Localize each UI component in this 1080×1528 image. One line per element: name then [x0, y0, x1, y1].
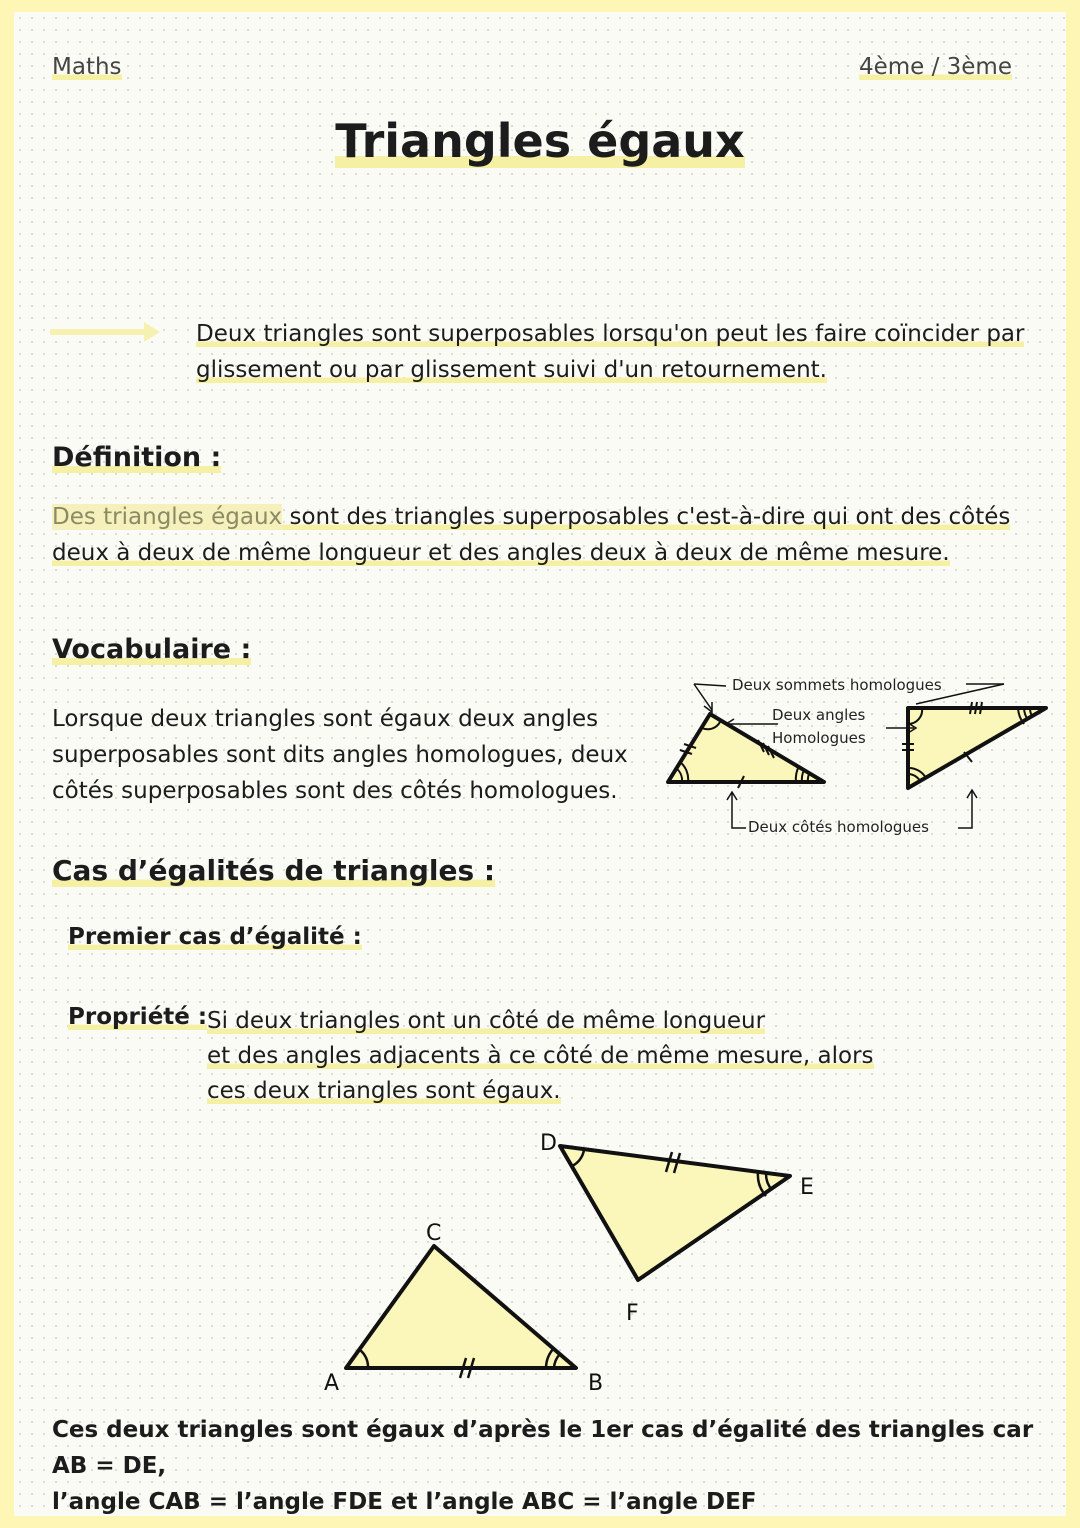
definition-heading: Définition :	[52, 442, 222, 473]
intro-line-2: glissement ou par glissement suivi d'un retournement.	[196, 357, 827, 383]
conclusion-line-1: Ces deux triangles sont égaux d’après le 1er cas d’égalité des triangles car AB = DE,	[52, 1417, 1034, 1479]
vocabulary-line-3: côtés superposables sont des côtés homologues.	[52, 778, 618, 804]
vertex-e: E	[800, 1175, 814, 1200]
vocab-triangle-right	[908, 708, 1046, 788]
label-angles-1: Deux angles	[772, 706, 866, 724]
vertex-a: A	[324, 1371, 340, 1396]
subject-label: Maths	[52, 54, 122, 80]
level-label: 4ème / 3ème	[858, 54, 1012, 80]
vocabulary-heading: Vocabulaire :	[52, 634, 252, 665]
property-text	[207, 1004, 907, 1109]
label-angles-2: Homologues	[772, 729, 866, 747]
label-sommets: Deux sommets homologues	[732, 676, 942, 694]
vertex-f: F	[626, 1301, 639, 1326]
intro-arrow-icon	[50, 320, 170, 344]
vocabulary-line-1: Lorsque deux triangles sont égaux deux angles	[52, 706, 599, 732]
property-line-3: ces deux triangles sont égaux.	[207, 1078, 561, 1104]
property-line-2: et des angles adjacents à ce côté de même mesure, alors	[207, 1043, 874, 1069]
definition-key-term: Des triangles égaux	[52, 504, 283, 530]
page-title-text: Triangles égaux	[335, 114, 745, 168]
label-cotes: Deux côtés homologues	[748, 818, 929, 836]
definition-text	[52, 499, 1042, 571]
vocabulary-text	[52, 701, 652, 809]
vocabulary-line-2: superposables sont dits angles homologues, deux	[52, 742, 628, 768]
property-line-1: Si deux triangles ont un côté de même longueur	[207, 1008, 766, 1034]
property-label	[68, 1004, 207, 1030]
vertex-c: C	[426, 1221, 442, 1246]
first-case-diagram	[304, 1118, 844, 1408]
vertex-b: B	[588, 1371, 604, 1396]
intro-line-1: Deux triangles sont superposables lorsqu'on peut les faire coïncider par	[196, 321, 1025, 347]
page-title	[14, 114, 1066, 168]
first-case-heading: Premier cas d’égalité :	[68, 924, 362, 950]
cases-heading: Cas d’égalités de triangles :	[52, 854, 496, 887]
conclusion-line-2: l’angle CAB = l’angle FDE et l’angle ABC = l’angle DEF	[52, 1489, 757, 1515]
triangle-abc	[346, 1246, 576, 1368]
property-label-text: Propriété :	[68, 1004, 208, 1030]
note-page	[14, 12, 1066, 1516]
definition-line-2: deux à deux de même longueur et des angles deux à deux de même mesure.	[52, 540, 950, 566]
vertex-d: D	[540, 1131, 557, 1156]
definition-line-1-rest: sont des triangles superposables c'est-à-dire qui ont des côtés	[282, 504, 1011, 530]
conclusion-text	[52, 1412, 1062, 1520]
intro-text	[196, 316, 1046, 388]
homologous-triangles-diagram	[654, 658, 1054, 848]
